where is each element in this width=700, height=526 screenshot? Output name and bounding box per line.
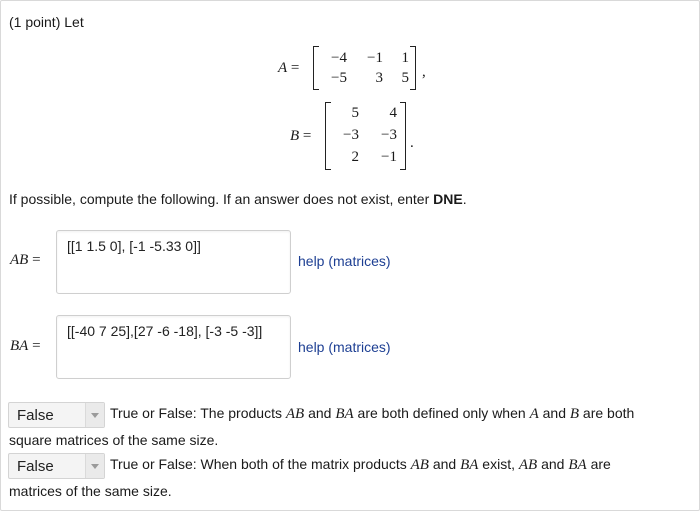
tf-statement-1-line2: square matrices of the same size. — [9, 432, 219, 448]
chevron-down-icon — [85, 403, 104, 427]
tf-select-2[interactable] — [8, 453, 105, 479]
tf1-text: True or False: The products — [110, 405, 286, 421]
right-bracket — [410, 46, 416, 90]
problem-header: (1 point) Let — [9, 14, 84, 30]
tf2-text: exist, — [478, 456, 519, 472]
instruction-dne: DNE — [433, 191, 463, 207]
tf2-text: and — [537, 456, 569, 472]
answer-ba-value: [[-40 7 25],[27 -6 -18], [-3 -5 -3]] — [67, 323, 263, 339]
matrix-a-cell: −4 — [331, 50, 347, 66]
right-bracket — [400, 102, 406, 170]
answer-ba-label-left: B — [10, 338, 20, 354]
answer-ab-label-left: A — [10, 252, 20, 268]
tf2-math: BA — [568, 457, 587, 473]
answer-ab-value: [[1 1.5 0], [-1 -5.33 0]] — [67, 238, 201, 254]
tf1-math: A — [529, 406, 539, 422]
answer-ba-input[interactable] — [56, 315, 291, 379]
tf-select-2-value: False — [17, 458, 54, 475]
tf1-math: BA — [335, 406, 354, 422]
matrix-a — [313, 46, 416, 90]
matrix-b-cell: 4 — [389, 105, 397, 121]
matrix-a-cell: −5 — [331, 70, 347, 86]
tf2-text: True or False: When both of the matrix products — [110, 456, 411, 472]
tf1-text: are both defined only when — [353, 405, 530, 421]
instruction-prefix: If possible, compute the following. If an answer does not exist, enter — [9, 191, 434, 207]
left-bracket — [313, 46, 319, 90]
tf-select-1[interactable] — [8, 402, 105, 428]
matrix-a-cell: −1 — [367, 50, 383, 66]
answer-ab-label: AB = — [10, 252, 41, 268]
answer-ba-label: BA = — [10, 338, 41, 354]
instruction-suffix: . — [462, 191, 467, 207]
tf2-math: BA — [460, 457, 479, 473]
matrix-b-cell: 5 — [351, 105, 359, 121]
instruction-text — [9, 191, 467, 207]
matrix-a-cell: 5 — [401, 70, 409, 86]
tf1-text: are both — [579, 405, 635, 421]
tf1-math: AB — [285, 406, 305, 422]
matrix-a-cell: 1 — [401, 50, 409, 66]
tf2-math: AB — [410, 457, 429, 473]
matrix-b — [325, 102, 406, 170]
help-matrices-link-ab[interactable]: help (matrices) — [298, 253, 391, 269]
tf2-text: are — [586, 456, 611, 472]
tf1-text: and — [304, 405, 336, 421]
tf1-math: B — [569, 406, 580, 422]
matrix-b-label: B = — [290, 128, 312, 144]
tf2-text: and — [428, 456, 461, 472]
matrix-b-cell: −3 — [381, 127, 397, 143]
tf2-math: AB — [518, 457, 538, 473]
chevron-down-icon — [85, 454, 104, 478]
answer-ab-label-right: B — [19, 252, 29, 268]
tf-select-1-value: False — [17, 407, 54, 424]
matrix-b-name: B — [290, 128, 300, 144]
answer-ba-label-right: A — [19, 338, 29, 354]
help-matrices-link-ba[interactable]: help (matrices) — [298, 339, 391, 355]
matrix-a-label: A = — [278, 60, 300, 76]
matrix-a-name: A — [278, 60, 288, 76]
matrix-b-cell: −1 — [381, 149, 397, 165]
tf-statement-2-line2: matrices of the same size. — [9, 483, 172, 499]
matrix-a-trail: , — [422, 64, 426, 80]
tf-statement-1-line1 — [110, 405, 634, 423]
tf-statement-2-line1 — [110, 456, 611, 474]
matrix-a-cell: 3 — [375, 70, 383, 86]
tf1-text: and — [538, 405, 570, 421]
answer-ab-input[interactable] — [56, 230, 291, 294]
matrix-b-trail: . — [410, 135, 414, 151]
matrix-b-cell: 2 — [351, 149, 359, 165]
matrix-b-cell: −3 — [343, 127, 359, 143]
